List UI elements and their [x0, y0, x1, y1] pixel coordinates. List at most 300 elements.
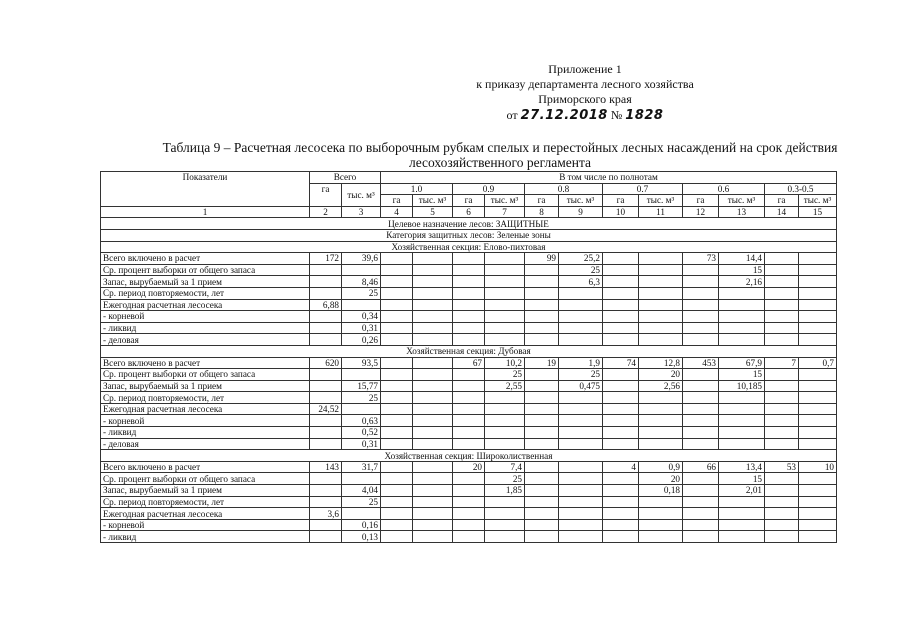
value-cell: 10,185	[719, 380, 765, 392]
value-cell	[683, 322, 719, 334]
value-cell	[525, 415, 559, 427]
column-number: 1	[101, 206, 310, 218]
table-title	[120, 140, 880, 170]
row-label: - деловая	[101, 334, 310, 346]
value-cell	[639, 276, 683, 288]
table-row	[101, 334, 837, 346]
value-cell	[639, 334, 683, 346]
value-cell	[413, 519, 453, 531]
value-cell	[765, 253, 799, 265]
value-cell	[381, 438, 413, 450]
table-title-line2: лесохозяйственного регламента	[408, 155, 592, 170]
column-number: 4	[381, 206, 413, 218]
value-cell: 25	[559, 264, 603, 276]
value-cell	[765, 438, 799, 450]
value-cell: 4,04	[342, 485, 381, 497]
value-cell	[719, 427, 765, 439]
value-cell	[342, 264, 381, 276]
value-cell	[413, 311, 453, 323]
value-cell: 12,8	[639, 357, 683, 369]
value-cell	[453, 264, 485, 276]
row-label: - корневой	[101, 415, 310, 427]
value-cell	[559, 334, 603, 346]
value-cell	[310, 322, 342, 334]
column-number: 10	[603, 206, 639, 218]
value-cell	[485, 334, 525, 346]
value-cell	[525, 334, 559, 346]
value-cell	[381, 276, 413, 288]
value-cell: 172	[310, 253, 342, 265]
value-cell	[485, 287, 525, 299]
column-number: 3	[342, 206, 381, 218]
value-cell	[485, 392, 525, 404]
value-cell: 10	[799, 461, 837, 473]
value-cell	[639, 392, 683, 404]
value-cell	[799, 427, 837, 439]
row-label: Ср. период повторяемости, лет	[101, 392, 310, 404]
value-cell	[799, 415, 837, 427]
section-row	[101, 345, 837, 357]
value-cell: 4	[603, 461, 639, 473]
table-row	[101, 519, 837, 531]
row-label: - ликвид	[101, 531, 310, 543]
value-cell	[525, 276, 559, 288]
value-cell	[310, 334, 342, 346]
value-cell	[413, 415, 453, 427]
value-cell	[765, 311, 799, 323]
value-cell	[453, 438, 485, 450]
header-row-1	[101, 172, 837, 184]
value-cell	[765, 531, 799, 543]
column-number: 7	[485, 206, 525, 218]
value-cell	[799, 380, 837, 392]
order-date: 27.12.2018	[520, 108, 608, 123]
value-cell	[310, 311, 342, 323]
density-0-8: 0.8	[525, 183, 603, 195]
table-row	[101, 276, 837, 288]
section-row	[101, 241, 837, 253]
value-cell	[683, 311, 719, 323]
table-row	[101, 369, 837, 381]
value-cell	[765, 496, 799, 508]
column-number: 2	[310, 206, 342, 218]
value-cell	[603, 264, 639, 276]
value-cell	[719, 403, 765, 415]
unit-thous-cell: тыс. м³	[719, 195, 765, 207]
unit-ha-cell: га	[683, 195, 719, 207]
value-cell: 25,2	[559, 253, 603, 265]
value-cell: 1,9	[559, 357, 603, 369]
value-cell	[765, 392, 799, 404]
column-number: 14	[765, 206, 799, 218]
value-cell	[559, 461, 603, 473]
value-cell	[310, 369, 342, 381]
value-cell	[310, 264, 342, 276]
total-ha-header: га	[310, 183, 342, 206]
value-cell: 31,7	[342, 461, 381, 473]
value-cell: 67	[453, 357, 485, 369]
column-number-row	[101, 206, 837, 218]
value-cell	[485, 403, 525, 415]
value-cell	[381, 392, 413, 404]
value-cell	[342, 299, 381, 311]
table-row	[101, 496, 837, 508]
value-cell	[453, 403, 485, 415]
table-row	[101, 508, 837, 520]
value-cell	[342, 508, 381, 520]
value-cell	[413, 508, 453, 520]
value-cell	[381, 461, 413, 473]
table-row	[101, 253, 837, 265]
value-cell	[453, 473, 485, 485]
value-cell	[719, 438, 765, 450]
value-cell	[413, 438, 453, 450]
value-cell	[639, 287, 683, 299]
value-cell	[413, 264, 453, 276]
value-cell: 15	[719, 264, 765, 276]
value-cell	[683, 485, 719, 497]
value-cell	[381, 322, 413, 334]
value-cell	[683, 508, 719, 520]
value-cell	[719, 287, 765, 299]
value-cell	[683, 415, 719, 427]
value-cell	[639, 427, 683, 439]
value-cell	[559, 473, 603, 485]
value-cell: 2,01	[719, 485, 765, 497]
value-cell	[453, 380, 485, 392]
value-cell: 39,6	[342, 253, 381, 265]
value-cell	[765, 299, 799, 311]
table-row	[101, 311, 837, 323]
value-cell	[603, 380, 639, 392]
value-cell	[683, 403, 719, 415]
value-cell	[310, 519, 342, 531]
order-reference: к приказу департамента лесного хозяйства	[476, 77, 694, 91]
table-row	[101, 473, 837, 485]
row-label: Ср. период повторяемости, лет	[101, 287, 310, 299]
value-cell	[381, 369, 413, 381]
value-cell	[453, 508, 485, 520]
value-cell	[453, 485, 485, 497]
value-cell	[765, 322, 799, 334]
value-cell	[559, 392, 603, 404]
value-cell	[310, 427, 342, 439]
value-cell	[525, 403, 559, 415]
value-cell	[453, 392, 485, 404]
value-cell	[683, 496, 719, 508]
value-cell	[525, 438, 559, 450]
value-cell	[683, 287, 719, 299]
value-cell: 0,13	[342, 531, 381, 543]
value-cell	[799, 485, 837, 497]
value-cell	[525, 427, 559, 439]
table-row	[101, 322, 837, 334]
value-cell	[719, 519, 765, 531]
value-cell: 0,31	[342, 438, 381, 450]
value-cell: 0,52	[342, 427, 381, 439]
table-title-line1: Таблица 9 – Расчетная лесосека по выборочным рубкам спелых и перестойных лесных насаждений на срок действия	[162, 140, 838, 155]
value-cell: 3,6	[310, 508, 342, 520]
value-cell	[719, 322, 765, 334]
value-cell	[381, 403, 413, 415]
value-cell	[413, 485, 453, 497]
value-cell	[639, 496, 683, 508]
value-cell: 0,34	[342, 311, 381, 323]
value-cell: 0,26	[342, 334, 381, 346]
forest-purpose: Целевое назначение лесов: ЗАЩИТНЫЕ	[101, 218, 837, 230]
value-cell	[525, 264, 559, 276]
value-cell: 0,31	[342, 322, 381, 334]
value-cell	[485, 519, 525, 531]
section-title: Хозяйственная секция: Широколиственная	[101, 450, 837, 462]
table-row	[101, 380, 837, 392]
value-cell	[310, 380, 342, 392]
appendix-label: Приложение 1	[548, 62, 622, 76]
value-cell	[603, 531, 639, 543]
value-cell	[310, 415, 342, 427]
value-cell	[485, 276, 525, 288]
value-cell	[525, 392, 559, 404]
value-cell	[603, 322, 639, 334]
value-cell	[485, 508, 525, 520]
value-cell: 99	[525, 253, 559, 265]
value-cell	[603, 334, 639, 346]
value-cell	[719, 508, 765, 520]
value-cell	[603, 392, 639, 404]
value-cell: 20	[639, 473, 683, 485]
density-0-6: 0.6	[683, 183, 765, 195]
table-row	[101, 427, 837, 439]
value-cell	[453, 369, 485, 381]
value-cell	[603, 496, 639, 508]
value-cell	[485, 253, 525, 265]
unit-thous-cell: тыс. м³	[799, 195, 837, 207]
value-cell	[485, 322, 525, 334]
value-cell	[603, 473, 639, 485]
value-cell	[559, 403, 603, 415]
table-row	[101, 299, 837, 311]
value-cell	[413, 287, 453, 299]
value-cell	[413, 276, 453, 288]
column-number: 12	[683, 206, 719, 218]
value-cell	[799, 519, 837, 531]
value-cell	[603, 485, 639, 497]
value-cell: 93,5	[342, 357, 381, 369]
value-cell: 20	[639, 369, 683, 381]
value-cell	[525, 473, 559, 485]
value-cell: 14,4	[719, 253, 765, 265]
value-cell	[559, 311, 603, 323]
unit-ha-cell: га	[525, 195, 559, 207]
row-label: - корневой	[101, 311, 310, 323]
table-row	[101, 531, 837, 543]
table-row	[101, 438, 837, 450]
column-number: 9	[559, 206, 603, 218]
value-cell	[381, 427, 413, 439]
table-row	[101, 485, 837, 497]
value-cell: 53	[765, 461, 799, 473]
value-cell	[413, 380, 453, 392]
value-cell	[683, 369, 719, 381]
value-cell	[381, 508, 413, 520]
value-cell	[453, 415, 485, 427]
value-cell	[485, 531, 525, 543]
value-cell	[719, 392, 765, 404]
value-cell	[453, 519, 485, 531]
value-cell	[799, 311, 837, 323]
column-number: 15	[799, 206, 837, 218]
value-cell: 0,7	[799, 357, 837, 369]
value-cell	[453, 531, 485, 543]
value-cell: 2,16	[719, 276, 765, 288]
order-prefix: от	[506, 108, 518, 122]
value-cell	[799, 496, 837, 508]
value-cell	[310, 438, 342, 450]
value-cell	[799, 403, 837, 415]
unit-ha-cell: га	[603, 195, 639, 207]
value-cell	[310, 485, 342, 497]
value-cell	[719, 415, 765, 427]
row-label: Ср. процент выборки от общего запаса	[101, 369, 310, 381]
density-1-0: 1.0	[381, 183, 453, 195]
value-cell	[799, 473, 837, 485]
row-label: - ликвид	[101, 427, 310, 439]
value-cell: 6,3	[559, 276, 603, 288]
value-cell	[683, 380, 719, 392]
value-cell	[525, 531, 559, 543]
value-cell	[799, 287, 837, 299]
value-cell: 15	[719, 369, 765, 381]
value-cell	[719, 299, 765, 311]
value-cell: 1,85	[485, 485, 525, 497]
value-cell	[453, 276, 485, 288]
value-cell: 25	[485, 369, 525, 381]
unit-thous-cell: тыс. м³	[639, 195, 683, 207]
appendix-header	[440, 62, 730, 123]
value-cell: 66	[683, 461, 719, 473]
order-number: 1828	[625, 108, 664, 123]
value-cell	[413, 357, 453, 369]
value-cell	[559, 415, 603, 427]
value-cell	[719, 496, 765, 508]
table-body	[101, 172, 837, 543]
value-cell: 7	[765, 357, 799, 369]
column-number: 5	[413, 206, 453, 218]
value-cell	[559, 299, 603, 311]
value-cell	[639, 438, 683, 450]
value-cell	[765, 473, 799, 485]
value-cell	[453, 427, 485, 439]
value-cell	[485, 311, 525, 323]
value-cell	[310, 392, 342, 404]
value-cell	[799, 299, 837, 311]
value-cell	[603, 253, 639, 265]
value-cell	[413, 531, 453, 543]
value-cell	[485, 299, 525, 311]
value-cell	[639, 508, 683, 520]
section-title: Хозяйственная секция: Елово-пихтовая	[101, 241, 837, 253]
value-cell	[525, 485, 559, 497]
value-cell: 0,63	[342, 415, 381, 427]
value-cell	[413, 403, 453, 415]
value-cell	[765, 276, 799, 288]
value-cell	[683, 276, 719, 288]
col-density-header: В том числе по полнотам	[381, 172, 837, 184]
value-cell	[683, 427, 719, 439]
value-cell	[765, 287, 799, 299]
value-cell	[559, 508, 603, 520]
value-cell: 25	[559, 369, 603, 381]
value-cell	[453, 253, 485, 265]
value-cell	[603, 311, 639, 323]
value-cell	[453, 299, 485, 311]
value-cell	[765, 427, 799, 439]
value-cell	[799, 438, 837, 450]
row-label: Ежегодная расчетная лесосека	[101, 299, 310, 311]
value-cell: 67,9	[719, 357, 765, 369]
value-cell: 15	[719, 473, 765, 485]
value-cell	[381, 299, 413, 311]
value-cell	[381, 357, 413, 369]
value-cell: 25	[485, 473, 525, 485]
value-cell	[413, 299, 453, 311]
forest-category: Категория защитных лесов: Зеленые зоны	[101, 229, 837, 241]
value-cell	[765, 334, 799, 346]
value-cell	[559, 322, 603, 334]
value-cell	[413, 392, 453, 404]
value-cell: 25	[342, 496, 381, 508]
value-cell	[799, 369, 837, 381]
total-thous-header: тыс. м³	[342, 183, 381, 206]
value-cell	[603, 299, 639, 311]
value-cell	[559, 438, 603, 450]
value-cell	[799, 276, 837, 288]
value-cell	[603, 276, 639, 288]
value-cell	[342, 369, 381, 381]
unit-ha-cell: га	[765, 195, 799, 207]
row-label: Всего включено в расчет	[101, 253, 310, 265]
value-cell	[639, 311, 683, 323]
value-cell: 25	[342, 287, 381, 299]
value-cell	[603, 415, 639, 427]
value-cell	[310, 276, 342, 288]
value-cell	[683, 519, 719, 531]
value-cell	[765, 380, 799, 392]
value-cell	[765, 508, 799, 520]
value-cell	[799, 508, 837, 520]
value-cell	[413, 369, 453, 381]
column-number: 13	[719, 206, 765, 218]
value-cell	[799, 334, 837, 346]
row-label: Ежегодная расчетная лесосека	[101, 508, 310, 520]
value-cell	[342, 473, 381, 485]
value-cell	[485, 496, 525, 508]
value-cell	[559, 519, 603, 531]
value-cell	[765, 519, 799, 531]
value-cell	[683, 334, 719, 346]
table-row	[101, 403, 837, 415]
row-label: - корневой	[101, 519, 310, 531]
value-cell: 10,2	[485, 357, 525, 369]
value-cell	[453, 322, 485, 334]
value-cell	[765, 264, 799, 276]
value-cell	[799, 264, 837, 276]
value-cell	[683, 299, 719, 311]
density-0-7: 0.7	[603, 183, 683, 195]
value-cell	[413, 461, 453, 473]
value-cell	[310, 473, 342, 485]
value-cell	[525, 322, 559, 334]
